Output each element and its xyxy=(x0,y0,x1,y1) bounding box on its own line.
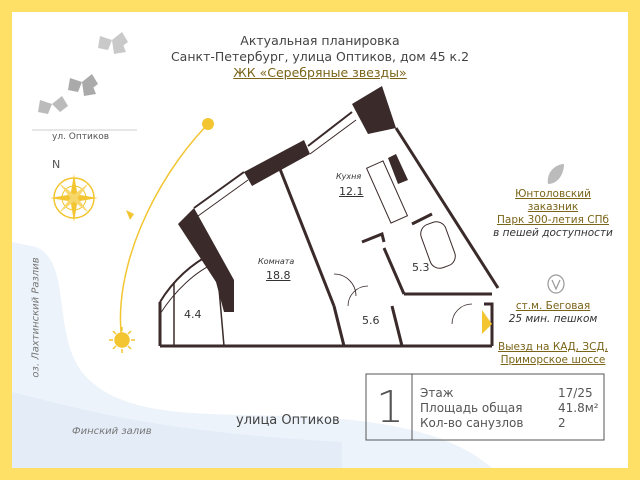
roads-line1[interactable]: Выезд на КАД, ЗСД, xyxy=(498,341,608,353)
street-top-label: ул. Оптиков xyxy=(52,132,110,142)
sun-icon-top xyxy=(202,118,214,130)
metro-time: 25 мин. пешком xyxy=(508,313,598,325)
rooms-count: 1 xyxy=(376,382,404,433)
roads-block xyxy=(488,341,618,367)
compass-north-label: N xyxy=(52,158,61,171)
gulf-label: Финский залив xyxy=(72,426,152,437)
kitchen-area: 12.1 xyxy=(339,185,364,198)
reserve-line1[interactable]: Юнтоловский xyxy=(515,188,591,200)
compass-icon xyxy=(50,174,98,222)
room-area: 18.8 xyxy=(266,269,291,282)
floor-value: 17/25 xyxy=(558,386,593,400)
kitchen-label: Кухня xyxy=(336,172,362,181)
plan-sheet xyxy=(12,12,628,468)
street-bottom-label: улица Оптиков xyxy=(236,413,340,428)
bath-count-label: Кол-во санузлов xyxy=(420,416,524,430)
nearby-park-block xyxy=(488,188,618,240)
walk-distance: в пешей доступности xyxy=(493,227,613,239)
sun-icon-bottom xyxy=(109,327,135,353)
sun-path-arrow xyxy=(126,210,134,220)
area-value: 41.8м² xyxy=(558,401,599,415)
park-link[interactable]: Парк 300-летия СПб xyxy=(497,214,609,226)
roads-line2[interactable]: Приморское шоссе xyxy=(500,354,606,366)
reserve-line2[interactable]: заказник xyxy=(527,201,579,213)
complex-wrap xyxy=(12,65,628,80)
complex-link[interactable]: ЖК «Серебряные звезды» xyxy=(233,65,407,80)
metro-block xyxy=(488,300,618,326)
balcony-area: 4.4 xyxy=(184,308,202,321)
page-title: Актуальная планировка xyxy=(240,33,400,48)
floor-label: Этаж xyxy=(420,386,454,400)
bath-area: 5.3 xyxy=(412,261,430,274)
hall-area: 5.6 xyxy=(362,314,380,327)
metro-icon xyxy=(548,275,564,293)
area-label: Площадь общая xyxy=(420,401,523,415)
lake-label: оз. Лахтинский Разлив xyxy=(30,257,42,378)
leaf-icon xyxy=(548,164,564,184)
room-label: Комната xyxy=(258,257,295,266)
metro-link[interactable]: ст.м. Беговая xyxy=(515,300,591,312)
bath-count-value: 2 xyxy=(558,416,566,430)
plan-graphics xyxy=(12,12,628,468)
address: Санкт-Петербург, улица Оптиков, дом 45 к.2 xyxy=(170,49,470,64)
